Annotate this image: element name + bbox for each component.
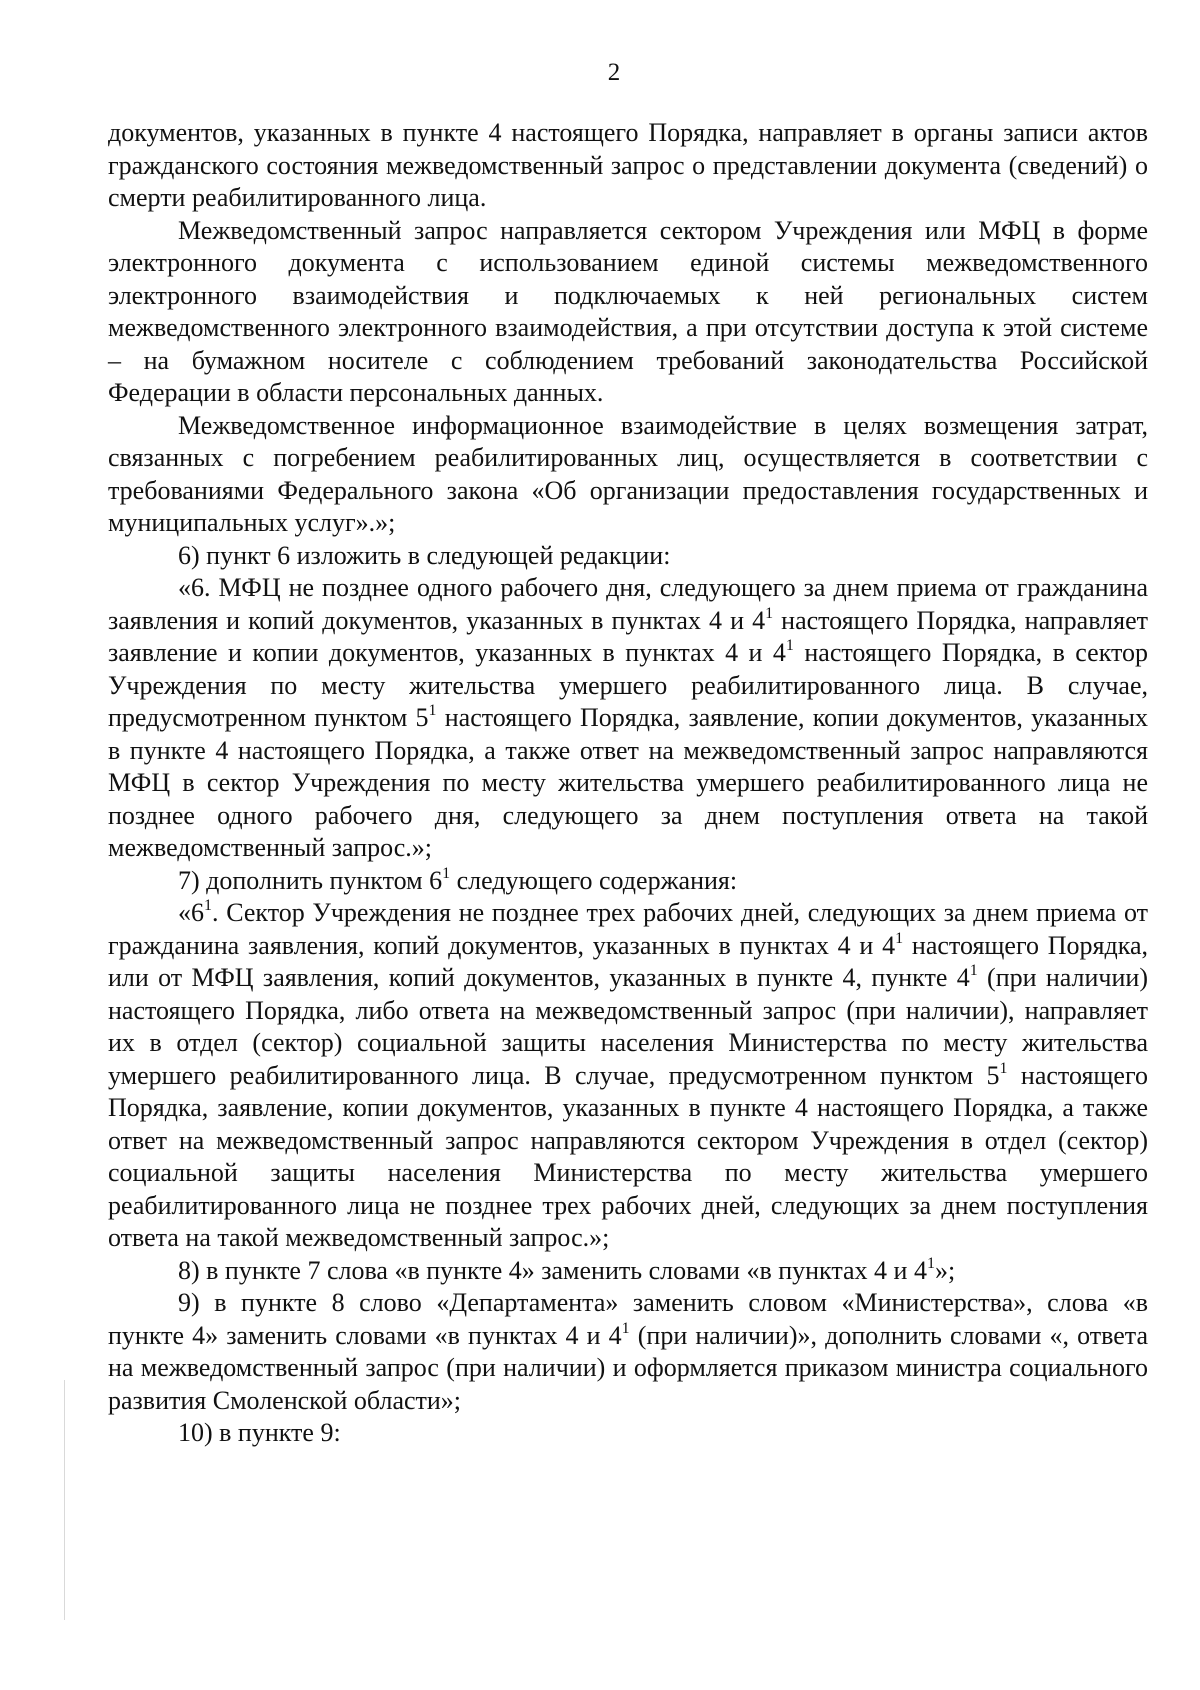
paragraph-interagency-request: Межведомственный запрос направляется сектором Учреждения или МФЦ в форме электронного документа с использованием единой системы межведомственного электронного взаимодействия и подключаемых к ней региональных систем межведомственного электронного взаимодействия, а при отсутствии доступа к этой системе – на бумажном носителе с соблюдением требований законодательства Российской Федерации в области персональных данных. [108,215,1148,407]
paragraph-item-10: 10) в пункте 9: [178,1418,341,1447]
text-run: »; [934,1255,956,1285]
text-run: (при наличии) настоящего Порядка, либо ответа на межведомственный запрос (при наличии), направляет их в отдел (сектор) социальной защиты населения Министерства по месту жительства умершего реабилитированного лица. В случае, предусмотренном пунктом 5 [108,963,1148,1090]
text-run: настоящего Порядка, заявление, копии документов, указанных в пункте 4 настоящего Порядка, а также ответ на межведомственный запрос направляются сектором Учреждения в отдел (сектор) социальной защиты населения Министерства по месту жительства умершего реабилитированного лица не позднее трех рабочих дней, следующих за днем поступления ответа на такой межведомственный запрос.»; [108,1060,1148,1252]
paragraph-information-interaction: Межведомственное информационное взаимодействие в целях возмещения затрат, связанных с погребением реабилитированных лиц, осуществляется в соответствии с требованиями Федерального закона «Об организации предоставления государственных и муниципальных услуг».»; [108,410,1148,537]
superscript: 1 [926,1254,935,1272]
text-run: 7) дополнить пунктом 6 [178,865,443,895]
text-run: настоящего Порядка, или от МФЦ заявления, копий документов, указанных в пункте 4, пункте 4 [108,930,1149,992]
text-run: 9) в пункте 8 слово «Департамента» заменить словом «Министерства», слова «в пункте 4» заменить словами «в пунктах 4 и 4 [108,1288,1148,1350]
text-run: «6 [178,898,204,927]
text-run: следующего содержания: [450,865,738,895]
paragraph-item-6-1-text [108,897,1148,1255]
scan-margin-line [64,1380,65,1620]
superscript: 1 [442,864,451,882]
paragraph-item-7-intro [108,865,1148,898]
paragraph-item-6-intro: 6) пункт 6 изложить в следующей редакции: [178,540,671,570]
superscript: 1 [204,897,212,915]
text-run: 8) в пункте 7 слова «в пункте 4» заменить словами «в пунктах 4 и 4 [178,1255,927,1285]
superscript: 1 [428,702,437,720]
text-run: . Сектор Учреждения не позднее трех рабочих дней, следующих за днем приема от гражданина заявления, копий документов, указанных в пунктах 4 и 4 [108,898,1148,960]
superscript: 1 [999,1059,1008,1077]
text-run: настоящего Порядка, заявление, копии документов, указанных в пункте 4 настоящего Порядка, а также ответ на межведомственный запрос направляются МФЦ в сектор Учреждения по месту жительства умершего реабилитированного лица не позднее одного рабочего дня, следующего за днем поступления ответа на такой межведомственный запрос.»; [108,703,1148,862]
superscript: 1 [785,637,794,655]
text-run: (при наличии)», дополнить словами «, ответа на межведомственный запрос (при наличии) и оформляется приказом министра социального развития Смоленской области»; [108,1320,1148,1415]
paragraph-item-8 [108,1255,1148,1288]
paragraph-item-6-text [108,572,1148,865]
paragraph-continuation: документов, указанных в пункте 4 настоящего Порядка, направляет в органы записи актов гражданского состояния межведомственный запрос о представлении документа (сведений) о смерти реабилитированного лица. [108,118,1148,212]
superscript: 1 [765,604,774,622]
superscript: 1 [895,929,904,947]
superscript: 1 [969,962,978,980]
text-run: «6. МФЦ не позднее одного рабочего дня, следующего за днем приема от гражданина заявления и копий документов, указанных в пунктах 4 и 4 [108,573,1148,635]
document-body [108,117,1148,1450]
page-number: 2 [607,59,621,86]
text-run: настоящего Порядка, направляет заявление и копии документов, указанных в пунктах 4 и 4 [108,605,1148,667]
paragraph-item-9 [108,1287,1148,1417]
superscript: 1 [621,1319,630,1337]
text-run: настоящего Порядка, в сектор Учреждения по месту жительства умершего реабилитированного лица. В случае, предусмотренном пунктом 5 [108,638,1148,732]
